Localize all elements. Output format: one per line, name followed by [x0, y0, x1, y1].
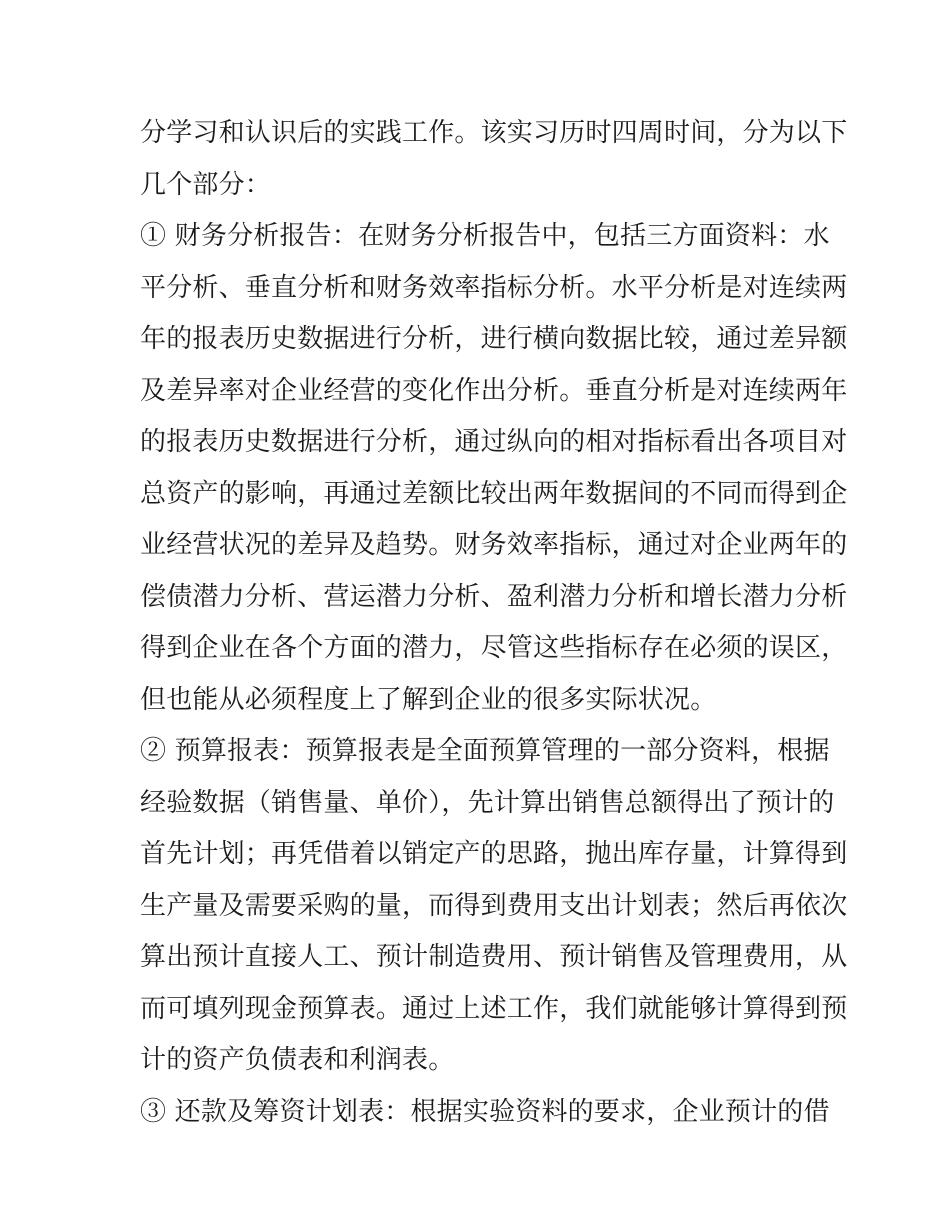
- text-line: 偿债潜力分析、营运潜力分析、盈利潜力分析和增长潜力分析: [140, 581, 848, 612]
- text-line: 算出预计直接人工、预计制造费用、预计销售及管理费用，从: [140, 942, 848, 972]
- text-line: 年的报表历史数据进行分析，进行横向数据比较，通过差异额: [140, 324, 848, 354]
- text-line: 首先计划；再凭借着以销定产的思路，抛出库存量，计算得到: [140, 839, 848, 869]
- text-line: 几个部分：: [140, 169, 272, 200]
- section-heading-repayment-plan: ③ 还款及筹资计划表：根据实验资料的要求，企业预计的借: [140, 1096, 830, 1127]
- text-line: 平分析、垂直分析和财务效率指标分析。水平分析是对连续两: [140, 272, 848, 303]
- text-line: 业经营状况的差异及趋势。财务效率指标，通过对企业两年的: [140, 530, 848, 560]
- text-line: 计的资产负债表和利润表。: [140, 1045, 455, 1075]
- body-text: [140, 109, 848, 1139]
- text-line: 生产量及需要采购的量，而得到费用支出计划表；然后再依次: [140, 890, 848, 921]
- text-line: 但也能从必须程度上了解到企业的很多实际状况。: [140, 684, 717, 715]
- text-line: 分学习和认识后的实践工作。该实习历时四周时间，分为以下: [140, 118, 848, 148]
- section-heading-financial-analysis: ① 财务分析报告：在财务分析报告中，包括三方面资料：水: [140, 221, 830, 251]
- section-heading-budget-report: ② 预算报表：预算报表是全面预算管理的一部分资料，根据: [140, 736, 830, 766]
- text-line: 的报表历史数据进行分析，通过纵向的相对指标看出各项目对: [140, 427, 848, 457]
- text-line: 经验数据（销售量、单价），先计算出销售总额得出了预计的: [140, 787, 835, 818]
- text-line: 总资产的影响，再通过差额比较出两年数据间的不同而得到企: [140, 478, 848, 509]
- text-line: 及差异率对企业经营的变化作出分析。垂直分析是对连续两年: [140, 375, 848, 406]
- text-line: 得到企业在各个方面的潜力，尽管这些指标存在必须的误区，: [140, 633, 848, 663]
- text-line: 而可填列现金预算表。通过上述工作，我们就能够计算得到预: [140, 993, 848, 1024]
